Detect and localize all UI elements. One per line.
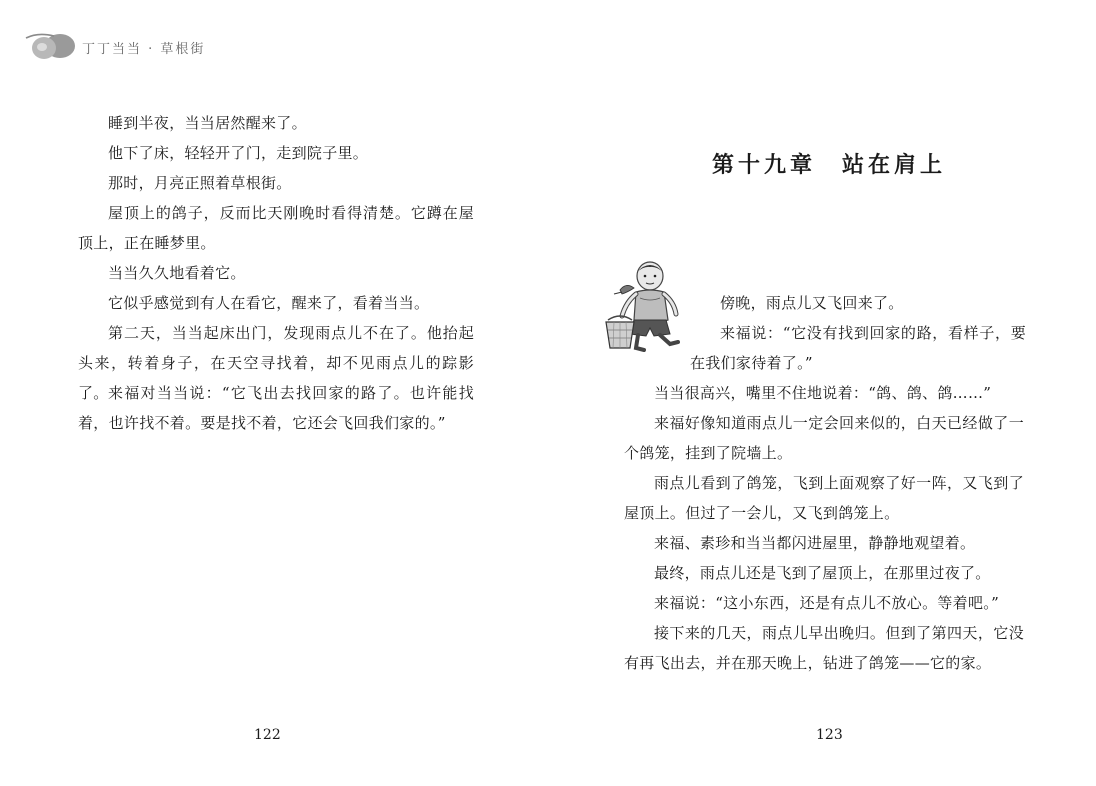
- paragraph: 第二天，当当起床出门，发现雨点儿不在了。他抬起头来，转着身子，在天空寻找着，却不见雨点儿的踪影了。: [78, 324, 474, 402]
- paragraph: 当当很高兴，嘴里不住地说着：“鸽、鸽、鸽……”: [654, 384, 992, 402]
- paragraph: 那时，月亮正照着草根街。: [108, 174, 292, 192]
- paragraph: 来福说：“它没有找到回家的路，看样子，要在我们家待着了。”: [690, 324, 1026, 372]
- page-number: 123: [816, 727, 843, 743]
- gourd-logo-icon: [24, 28, 80, 64]
- paragraph: 来福说：“这小东西，还是有点儿不放心。等着吧。”: [654, 594, 1000, 612]
- paragraph: 他下了床，轻轻开了门，走到院子里。: [108, 144, 369, 162]
- paragraph: 睡到半夜，当当居然醒来了。: [108, 114, 307, 132]
- paragraph: 当当久久地看着它。: [108, 264, 246, 282]
- paragraph: 最终，雨点儿还是飞到了屋顶上，在那里过夜了。: [654, 564, 991, 582]
- page-number: 122: [254, 727, 281, 743]
- boy-carrying-basket-illustration: [600, 258, 696, 356]
- paragraph: 它似乎感觉到有人在看它，醒来了，看着当当。: [108, 294, 430, 312]
- paragraph: 傍晚，雨点儿又飞回来了。: [720, 294, 904, 312]
- paragraph: 来福对当当说：“它飞出去找回家的路了。也许能找着，也许找不着。要是找不着，它还会飞回我们家的。”: [78, 384, 474, 432]
- paragraph: 来福、素珍和当当都闪进屋里，静静地观望着。: [654, 534, 976, 552]
- paragraph: 接下来的几天，雨点儿早出晚归。但到了第四天，它没有再飞出去，并在那天晚上，钻进了鸽笼——它的家。: [624, 624, 1024, 672]
- paragraph: 雨点儿看到了鸽笼，飞到上面观察了好一阵，又飞到了屋顶上。但过了一会儿，又飞到鸽笼上。: [624, 474, 1024, 522]
- series-title: 丁丁当当 · 草根街: [82, 42, 206, 57]
- chapter-title: 第十九章 站在肩上: [712, 152, 947, 178]
- paragraph: 来福好像知道雨点儿一定会回来似的，白天已经做了一个鸽笼，挂到了院墙上。: [624, 414, 1024, 462]
- paragraph: 屋顶上的鸽子，反而比天刚晚时看得清楚。它蹲在屋顶上，正在睡梦里。: [78, 204, 474, 252]
